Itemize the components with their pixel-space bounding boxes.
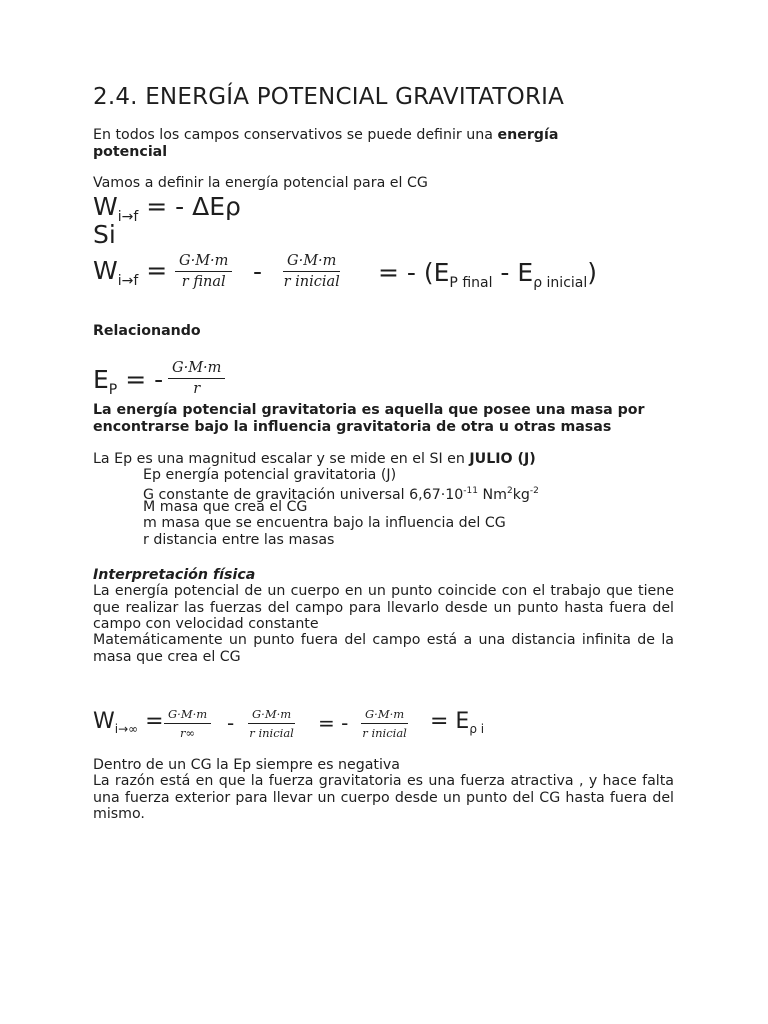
page-title: 2.4. ENERGÍA POTENCIAL GRAVITATORIA <box>93 84 565 110</box>
eq2-fraction-final <box>175 253 232 290</box>
definition-line2: encontrarse bajo la influencia gravitatoria de otra u otras masas <box>93 419 612 435</box>
eq4-f2-numerator: G·M·m <box>248 707 295 724</box>
eq3-sub: P <box>108 382 118 398</box>
eq4-eq: = <box>138 709 164 734</box>
eq4-fraction-infinity <box>164 707 211 740</box>
interp-heading: Interpretación física <box>93 567 256 583</box>
eq4-rhs <box>430 709 484 736</box>
eq2-rhs-sub1: P final <box>449 275 493 291</box>
eq4-f1-numerator: G·M·m <box>164 707 211 724</box>
scalar-unit: JULIO (J) <box>469 451 536 467</box>
eq3-fraction <box>168 360 225 397</box>
legend-M: M masa que crea el CG <box>143 499 308 515</box>
interp-paragraph2: Matemáticamente un punto fuera del campo está a una distancia infinita de la masa que crea el CG <box>93 632 674 665</box>
legend-g-kg: kg <box>512 487 530 503</box>
eq2-rhs-b: - E <box>492 258 534 287</box>
eq3-lhs <box>93 365 163 398</box>
scalar-text: La Ep es una magnitud escalar y se mide en el SI en <box>93 451 470 467</box>
eq2-rhs <box>378 258 597 291</box>
legend-g-exp3: -2 <box>529 486 539 496</box>
eq2-rhs-sub2: ρ inicial <box>533 275 588 291</box>
eq4-f3-denominator: r inicial <box>362 726 407 740</box>
eq4-f2-denominator: r inicial <box>249 726 294 740</box>
eq4-f3-numerator: G·M·m <box>361 707 408 724</box>
intro-text: En todos los campos conservativos se puede definir una <box>93 127 498 143</box>
eq1-sub: i→f <box>117 209 139 225</box>
eq4-rhs-text: = E <box>430 709 470 734</box>
eq2-fraction-inicial <box>283 253 340 290</box>
eq2-sub: i→f <box>117 273 139 289</box>
closing-line1: Dentro de un CG la Ep siempre es negativa <box>93 757 400 773</box>
eq4-eq2: = - <box>318 711 349 735</box>
eq2-minus: - <box>253 257 263 286</box>
eq2-frac2-numerator: G·M·m <box>283 253 340 272</box>
eq2-rhs-a: = - (E <box>378 258 450 287</box>
legend-r: r distancia entre las masas <box>143 532 335 548</box>
legend-g-exp1: -11 <box>463 486 478 496</box>
eq2-frac1-denominator: r final <box>181 274 226 290</box>
eq4-rhs-sub: ρ i <box>469 722 485 736</box>
eq3-e: E <box>93 365 109 394</box>
intro-line <box>93 127 558 144</box>
eq4-fraction-inicial-2 <box>361 707 408 740</box>
eq3-eq: = - <box>117 365 164 394</box>
si-label: Si <box>93 220 116 249</box>
legend-ep: Ep energía potencial gravitatoria (J) <box>143 467 397 483</box>
eq4-fraction-inicial <box>248 707 295 740</box>
eq4-lhs <box>93 709 164 736</box>
scalar-line <box>93 451 536 468</box>
legend-g-exp2: 2 <box>506 486 513 496</box>
eq1-w: W <box>93 192 118 221</box>
define-line: Vamos a definir la energía potencial para el CG <box>93 175 428 191</box>
eq2-w: W <box>93 256 118 285</box>
eq4-sub: i→∞ <box>114 722 139 736</box>
eq1-rest: = - ΔEρ <box>138 192 241 221</box>
eq4-f1-denominator: r∞ <box>180 726 196 740</box>
eq2-eq: = <box>138 256 168 285</box>
intro-bold-energia: energía <box>497 127 559 143</box>
closing-paragraph: La razón está en que la fuerza gravitatoria es una fuerza atractiva , y hace falta una fuerza exterior para llevar un cuerpo desde un punto del CG hasta fuera del mismo. <box>93 773 674 822</box>
legend-g-text: G constante de gravitación universal 6,67·10 <box>143 487 464 503</box>
legend-m: m masa que se encuentra bajo la influencia del CG <box>143 515 506 531</box>
eq4-minus: - <box>227 711 235 735</box>
eq2-rhs-c: ) <box>587 258 598 287</box>
eq3-numerator: G·M·m <box>168 360 225 379</box>
definition-line1: La energía potencial gravitatoria es aquella que posee una masa por <box>93 402 645 418</box>
eq2-lhs <box>93 256 167 289</box>
eq2-frac2-denominator: r inicial <box>283 274 340 290</box>
eq4-w: W <box>93 709 115 734</box>
interp-paragraph1: La energía potencial de un cuerpo en un punto coincide con el trabajo que tiene que realizar las fuerzas del campo para llevarlo desde un punto hasta fuera del campo con velocidad constante <box>93 583 674 632</box>
relacionando-label: Relacionando <box>93 323 201 339</box>
intro-bold-potencial: potencial <box>93 144 168 160</box>
eq3-denominator: r <box>193 381 201 397</box>
eq2-frac1-numerator: G·M·m <box>175 253 232 272</box>
legend-g-unit: Nm <box>478 487 507 503</box>
